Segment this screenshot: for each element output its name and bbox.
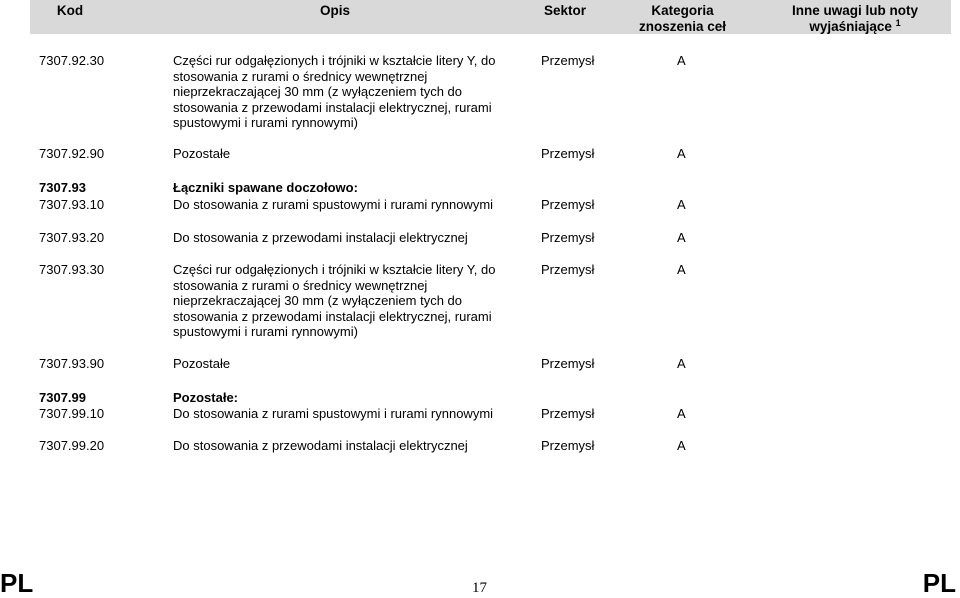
row-kod: 7307.99 (39, 390, 86, 405)
row-opis-line: Do stosowania z rurami spustowymi i rurami rynnowymi (173, 197, 494, 212)
row-opis-line: Części rur odgałęzionych i trójniki w kształcie litery Y, do (173, 53, 496, 68)
row-kod: 7307.93.20 (39, 230, 105, 245)
row-opis (173, 262, 496, 340)
row-opis-line: Do stosowania z rurami spustowymi i rurami rynnowymi (173, 406, 494, 421)
row-opis (173, 180, 358, 196)
row-opis-line: stosowania z przewodami instalacji elektrycznej, rurami (173, 99, 492, 115)
row-opis-line: Do stosowania z przewodami instalacji elektrycznej (173, 230, 468, 245)
row-kategoria: A (677, 356, 686, 371)
row-sektor: Przemysł (541, 262, 595, 277)
header-kategoria (625, 3, 740, 35)
row-kod: 7307.93.10 (39, 197, 105, 212)
header-kod: Kod (56, 3, 84, 18)
row-sektor: Przemysł (541, 197, 595, 212)
row-kategoria: A (677, 146, 686, 161)
row-opis (173, 356, 230, 372)
row-opis-line: nieprzekraczającej 30 mm (z wyłączeniem tych do (173, 293, 462, 308)
row-opis-line: Pozostałe (173, 146, 231, 161)
row-opis (173, 438, 468, 454)
row-opis-line: Łączniki spawane doczołowo: (173, 180, 358, 195)
row-opis-line: Do stosowania z przewodami instalacji elektrycznej (173, 438, 468, 453)
row-opis-line: stosowania z rurami o średnicy wewnętrznej (173, 68, 428, 84)
header-uwagi-line1: Inne uwagi lub noty (792, 3, 918, 18)
row-kod: 7307.93.30 (39, 262, 105, 277)
header-uwagi-line2-text: wyjaśniające (809, 19, 892, 34)
row-opis-line: stosowania z rurami o średnicy wewnętrznej (173, 277, 428, 293)
header-opis: Opis (319, 3, 350, 18)
header-uwagi-line2 (760, 19, 950, 35)
row-opis-line: stosowania z przewodami instalacji elektrycznej, rurami (173, 308, 492, 324)
row-sektor: Przemysł (541, 146, 595, 161)
row-kategoria: A (677, 197, 686, 212)
row-opis-line: spustowymi i rurami rynnowymi) (173, 115, 358, 130)
row-kod: 7307.93.90 (39, 356, 105, 371)
row-kod: 7307.99.10 (39, 406, 105, 421)
row-kategoria: A (677, 53, 686, 68)
page-number: 17 (472, 580, 487, 596)
footer-language-left: PL (0, 568, 34, 598)
row-sektor: Przemysł (541, 356, 595, 371)
header-kategoria-line1: Kategoria (651, 3, 714, 18)
footer-language-right: PL (922, 568, 956, 598)
row-kategoria: A (677, 262, 686, 277)
row-opis (173, 53, 496, 131)
row-opis-line: Pozostałe (173, 356, 231, 371)
row-kategoria: A (677, 406, 686, 421)
row-sektor: Przemysł (541, 53, 595, 68)
row-sektor: Przemysł (541, 230, 595, 245)
row-opis (173, 146, 230, 162)
row-opis-line: nieprzekraczającej 30 mm (z wyłączeniem tych do (173, 84, 462, 99)
row-opis (173, 230, 468, 246)
row-kategoria: A (677, 438, 686, 453)
row-kod: 7307.92.90 (39, 146, 105, 161)
header-kategoria-line2: znoszenia ceł (638, 19, 727, 34)
row-opis-line: Pozostałe: (173, 390, 239, 405)
header-sektor: Sektor (543, 3, 587, 18)
row-opis (173, 197, 493, 213)
header-uwagi (760, 3, 950, 35)
row-kod: 7307.92.30 (39, 53, 105, 68)
row-opis-line: spustowymi i rurami rynnowymi) (173, 324, 358, 339)
row-opis (173, 390, 238, 406)
row-sektor: Przemysł (541, 406, 595, 421)
row-kategoria: A (677, 230, 686, 245)
row-opis-line: Części rur odgałęzionych i trójniki w kształcie litery Y, do (173, 262, 496, 277)
row-opis (173, 406, 493, 422)
footnote-ref-1: 1 (895, 18, 901, 28)
row-sektor: Przemysł (541, 438, 595, 453)
row-kod: 7307.93 (39, 180, 86, 195)
row-kod: 7307.99.20 (39, 438, 105, 453)
